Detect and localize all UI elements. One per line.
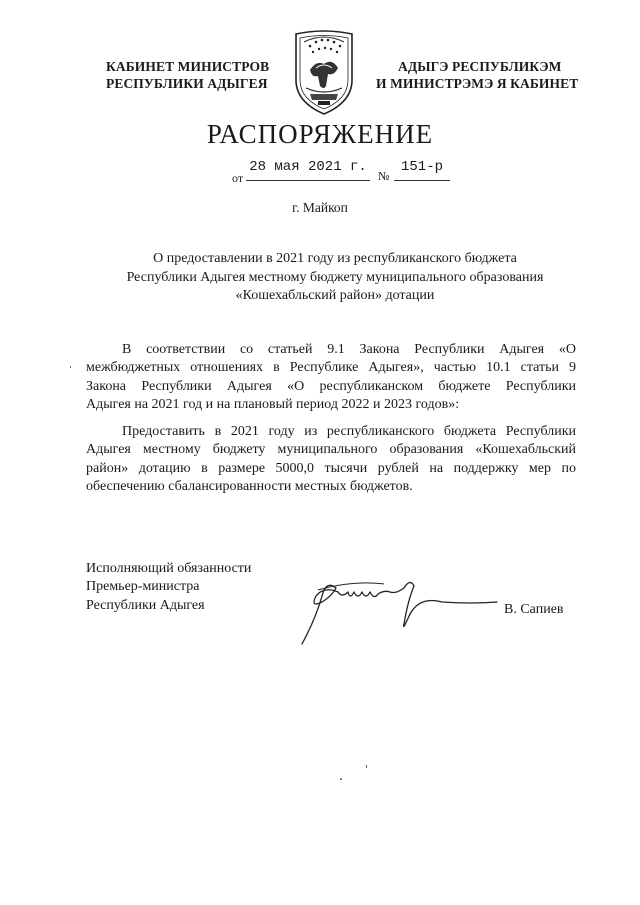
paragraph-line: район» дотацию в размере 5000,0 тысячи рублей на поддержку мер по [86, 460, 576, 476]
scan-speck [340, 778, 342, 780]
header-right-line-2: И МИНИСТРЭМЭ Я КАБИНЕТ [376, 76, 579, 91]
document-number: 151-р [400, 159, 443, 175]
header-right-line-1: АДЫГЭ РЕСПУБЛИКЭМ [398, 59, 562, 74]
paragraph-line: межбюджетных отношениях в Республике Адыгея», частью 10.1 статьи 9 [86, 360, 576, 376]
number-underline [394, 180, 450, 181]
scan-speck [366, 765, 367, 768]
paragraph-line: Адыгея местному бюджету муниципального образования «Кошехабльский [86, 442, 576, 458]
header-left-line-2: РЕСПУБЛИКИ АДЫГЕЯ [106, 76, 268, 91]
date-underline [246, 180, 370, 181]
date-prefix: от [232, 171, 244, 185]
subject-line: «Кошехабльский район» дотации [235, 288, 435, 303]
scan-speck [70, 366, 71, 368]
number-prefix: № [378, 169, 390, 183]
subject-line: О предоставлении в 2021 году из республиканского бюджета [153, 251, 517, 266]
paragraph-decision [86, 423, 576, 496]
paragraph-line: В соответствии со статьей 9.1 Закона Республики Адыгея «О [122, 342, 576, 357]
header-left [106, 58, 269, 92]
signatory-name: В. Сапиев [504, 602, 564, 617]
handwritten-signature [292, 566, 502, 650]
paragraph-line: Адыгея на 2021 год и на плановый период 2022 и 2023 годов»: [86, 396, 460, 412]
paragraph-preamble [86, 341, 576, 414]
position-line: Республики Адыгея [86, 597, 205, 613]
dateline [232, 159, 462, 189]
document-title: РАСПОРЯЖЕНИЕ [206, 119, 434, 149]
signatory-position [86, 560, 251, 615]
document-date: 28 мая 2021 г. [249, 159, 367, 175]
subject-line: Республики Адыгея местному бюджету муниципального образования [126, 269, 544, 285]
position-line: Исполняющий обязанности [86, 561, 252, 576]
header-left-line-1: КАБИНЕТ МИНИСТРОВ [106, 59, 270, 74]
paragraph-line: Предоставить в 2021 году из республиканского бюджета Республики [122, 424, 576, 439]
city: г. Майкоп [292, 200, 348, 215]
position-line: Премьер-министра [86, 579, 200, 595]
coat-of-arms-icon [288, 30, 360, 116]
paragraph-line: обеспечению сбалансированности местных бюджетов. [86, 478, 413, 494]
header-right [376, 58, 578, 92]
paragraph-line: Закона Республики Адыгея «О республиканском бюджете Республики [86, 378, 576, 394]
subject [70, 250, 600, 306]
